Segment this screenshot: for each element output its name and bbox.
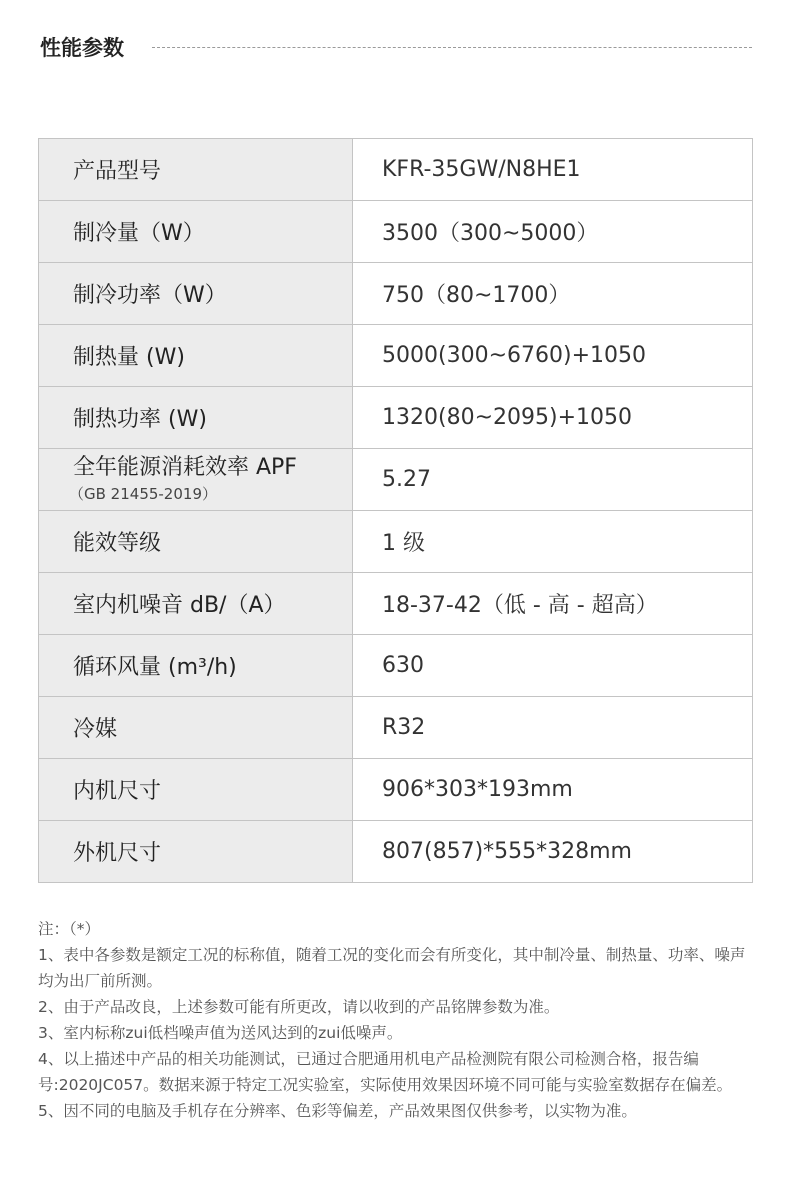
spec-value: 5.27 (353, 449, 753, 511)
spec-label: 能效等级 (39, 511, 353, 573)
dotted-divider (152, 47, 752, 48)
note-item: 5、因不同的电脑及手机存在分辨率、色彩等偏差，产品效果图仅供参考，以实物为准。 (38, 1102, 637, 1120)
note-item: 4、以上描述中产品的相关功能测试，已通过合肥通用机电产品检测院有限公司检测合格，报告编号:2020JC057。数据来源于特定工况实验室，实际使用效果因环境不同可能与实验室数据存在偏差。 (38, 1050, 733, 1094)
spec-value: 630 (353, 635, 753, 697)
section-header (40, 30, 752, 62)
spec-value: KFR-35GW/N8HE1 (353, 139, 753, 201)
spec-sublabel: （GB 21455-2019） (69, 485, 217, 503)
spec-label: 全年能源消耗效率 APF (73, 455, 297, 480)
note-item: 1、表中各参数是额定工况的标称值，随着工况的变化而会有所变化，其中制冷量、制热量、功率、噪声均为出厂前所测。 (38, 946, 746, 990)
spec-label-cell (39, 449, 353, 511)
notes-section (38, 916, 754, 1124)
table-row (39, 635, 753, 697)
spec-label: 冷媒 (39, 697, 353, 759)
table-row (39, 821, 753, 883)
spec-value: R32 (353, 697, 753, 759)
spec-value: 1 级 (353, 511, 753, 573)
spec-label: 制冷量（W） (39, 201, 353, 263)
table-row (39, 759, 753, 821)
spec-label: 制热功率 (W) (39, 387, 353, 449)
table-row (39, 387, 753, 449)
spec-value: 5000(300~6760)+1050 (353, 325, 753, 387)
table-row (39, 511, 753, 573)
table-row (39, 139, 753, 201)
note-item: 3、室内标称zui低档噪声值为送风达到的zui低噪声。 (38, 1024, 403, 1042)
spec-value: 750（80~1700） (353, 263, 753, 325)
note-heading: 注：（*） (38, 920, 101, 938)
spec-label: 室内机噪音 dB/（A） (39, 573, 353, 635)
spec-value: 1320(80~2095)+1050 (353, 387, 753, 449)
spec-label: 内机尺寸 (39, 759, 353, 821)
spec-value: 3500（300~5000） (353, 201, 753, 263)
table-row (39, 697, 753, 759)
table-row (39, 573, 753, 635)
spec-value: 18-37-42（低 - 高 - 超高） (353, 573, 753, 635)
table-row (39, 449, 753, 511)
table-row (39, 325, 753, 387)
note-item: 2、由于产品改良，上述参数可能有所更改，请以收到的产品铭牌参数为准。 (38, 998, 560, 1016)
spec-label: 外机尺寸 (39, 821, 353, 883)
section-title: 性能参数 (40, 36, 124, 60)
spec-label: 循环风量 (m³/h) (39, 635, 353, 697)
spec-value: 807(857)*555*328mm (353, 821, 753, 883)
table-row (39, 263, 753, 325)
spec-label: 制热量 (W) (39, 325, 353, 387)
spec-table (38, 138, 753, 883)
spec-label: 产品型号 (39, 139, 353, 201)
spec-value: 906*303*193mm (353, 759, 753, 821)
table-row (39, 201, 753, 263)
spec-label: 制冷功率（W） (39, 263, 353, 325)
